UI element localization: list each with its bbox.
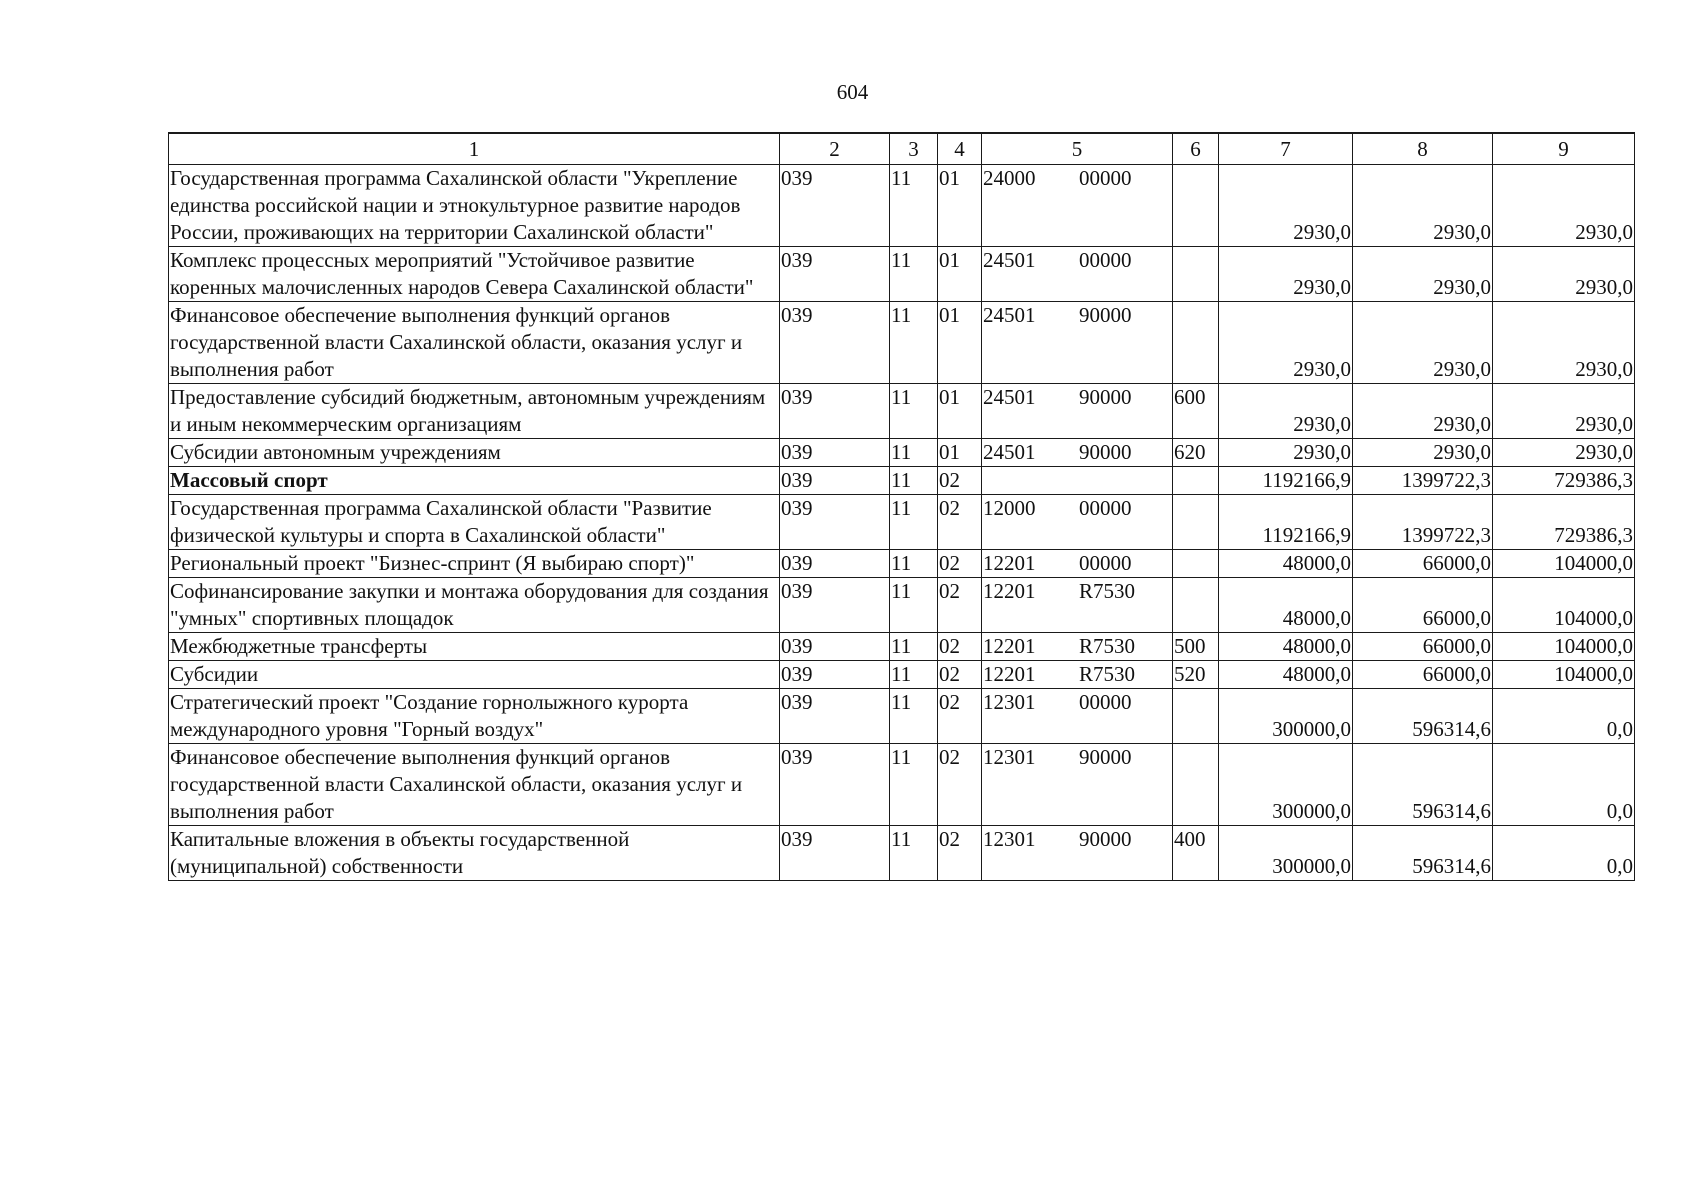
row-amount-col-7: 2930,0 <box>1219 247 1353 302</box>
row-subsection-code: 02 <box>938 826 982 881</box>
row-amount-col-9: 2930,0 <box>1493 302 1635 384</box>
row-expense-type-code: 520 <box>1173 661 1219 689</box>
row-section-code: 11 <box>890 467 938 495</box>
row-amount-col-8: 66000,0 <box>1353 633 1493 661</box>
row-section-code: 11 <box>890 633 938 661</box>
row-expense-type-code <box>1173 467 1219 495</box>
row-subsection-code: 02 <box>938 744 982 826</box>
row-target-article-part-b: 90000 <box>1079 303 1132 327</box>
row-amount-col-9: 0,0 <box>1493 689 1635 744</box>
table-row <box>169 384 1635 439</box>
row-amount-col-7: 48000,0 <box>1219 550 1353 578</box>
row-target-article-part-b: 90000 <box>1079 827 1132 851</box>
row-ved-code: 039 <box>780 744 890 826</box>
row-amount-col-8: 2930,0 <box>1353 165 1493 247</box>
table-row <box>169 578 1635 633</box>
row-ved-code: 039 <box>780 165 890 247</box>
row-subsection-code: 02 <box>938 550 982 578</box>
table-row <box>169 165 1635 247</box>
row-subsection-code: 01 <box>938 247 982 302</box>
row-expense-type-code <box>1173 165 1219 247</box>
row-subsection-code: 02 <box>938 689 982 744</box>
row-target-article-code <box>982 578 1173 633</box>
row-expense-type-code <box>1173 247 1219 302</box>
row-amount-col-8: 2930,0 <box>1353 302 1493 384</box>
row-amount-col-9: 729386,3 <box>1493 495 1635 550</box>
row-target-article-code <box>982 633 1173 661</box>
row-amount-col-9: 2930,0 <box>1493 165 1635 247</box>
row-subsection-code: 02 <box>938 467 982 495</box>
table-row <box>169 633 1635 661</box>
row-target-article-code <box>982 661 1173 689</box>
row-expense-type-code <box>1173 550 1219 578</box>
row-target-article-part-b: 00000 <box>1079 690 1132 714</box>
row-ved-code: 039 <box>780 689 890 744</box>
row-target-article-code <box>982 247 1173 302</box>
row-expense-type-code: 620 <box>1173 439 1219 467</box>
row-target-article-part-a: 12301 <box>983 827 1036 851</box>
row-name: Межбюджетные трансферты <box>169 633 780 661</box>
header-col-4: 4 <box>938 133 982 165</box>
row-section-code: 11 <box>890 550 938 578</box>
row-target-article-part-a: 12201 <box>983 579 1036 603</box>
row-amount-col-9: 104000,0 <box>1493 550 1635 578</box>
row-amount-col-7: 2930,0 <box>1219 302 1353 384</box>
row-section-code: 11 <box>890 826 938 881</box>
row-amount-col-7: 1192166,9 <box>1219 467 1353 495</box>
row-target-article-code <box>982 384 1173 439</box>
row-target-article-part-a: 24501 <box>983 385 1036 409</box>
row-target-article-part-a: 24501 <box>983 440 1036 464</box>
header-col-6: 6 <box>1173 133 1219 165</box>
row-ved-code: 039 <box>780 633 890 661</box>
row-amount-col-9: 0,0 <box>1493 744 1635 826</box>
row-amount-col-9: 2930,0 <box>1493 384 1635 439</box>
table-body <box>169 165 1635 881</box>
row-amount-col-9: 104000,0 <box>1493 633 1635 661</box>
page-number: 604 <box>836 80 869 104</box>
row-target-article-part-b: 00000 <box>1079 496 1132 520</box>
row-amount-col-8: 66000,0 <box>1353 578 1493 633</box>
row-amount-col-8: 2930,0 <box>1353 247 1493 302</box>
row-section-code: 11 <box>890 689 938 744</box>
row-section-code: 11 <box>890 661 938 689</box>
row-target-article-part-a: 12201 <box>983 662 1036 686</box>
row-ved-code: 039 <box>780 467 890 495</box>
row-name: Комплекс процессных мероприятий "Устойчивое развитие коренных малочисленных народов Севера Сахалинской области" <box>169 247 780 302</box>
row-subsection-code: 01 <box>938 302 982 384</box>
row-amount-col-7: 2930,0 <box>1219 439 1353 467</box>
header-col-3: 3 <box>890 133 938 165</box>
row-target-article-part-a: 12000 <box>983 496 1036 520</box>
row-subsection-code: 02 <box>938 495 982 550</box>
row-target-article-part-b: 90000 <box>1079 385 1132 409</box>
row-amount-col-8: 2930,0 <box>1353 384 1493 439</box>
row-ved-code: 039 <box>780 247 890 302</box>
row-section-code: 11 <box>890 495 938 550</box>
row-amount-col-8: 2930,0 <box>1353 439 1493 467</box>
row-target-article-code <box>982 495 1173 550</box>
header-col-5: 5 <box>982 133 1173 165</box>
row-name: Предоставление субсидий бюджетным, автономным учреждениям и иным некоммерческим организациям <box>169 384 780 439</box>
row-target-article-part-b: 90000 <box>1079 745 1132 769</box>
row-amount-col-8: 596314,6 <box>1353 744 1493 826</box>
row-name: Региональный проект "Бизнес-спринт (Я выбираю спорт)" <box>169 550 780 578</box>
budget-table <box>168 132 1635 881</box>
row-target-article-part-a: 24501 <box>983 248 1036 272</box>
row-ved-code: 039 <box>780 302 890 384</box>
row-ved-code: 039 <box>780 384 890 439</box>
row-target-article-code <box>982 302 1173 384</box>
row-target-article-code <box>982 165 1173 247</box>
header-row <box>169 133 1635 165</box>
row-target-article-part-a: 12201 <box>983 634 1036 658</box>
row-amount-col-9: 729386,3 <box>1493 467 1635 495</box>
row-subsection-code: 02 <box>938 661 982 689</box>
row-subsection-code: 01 <box>938 384 982 439</box>
row-expense-type-code <box>1173 578 1219 633</box>
row-target-article-part-b: 00000 <box>1079 551 1132 575</box>
table-row <box>169 467 1635 495</box>
row-target-article-part-b: R7530 <box>1079 662 1136 686</box>
header-col-2: 2 <box>780 133 890 165</box>
row-name: Капитальные вложения в объекты государственной (муниципальной) собственности <box>169 826 780 881</box>
table-row <box>169 247 1635 302</box>
row-name: Финансовое обеспечение выполнения функций органов государственной власти Сахалинской области, оказания услуг и выполнения работ <box>169 744 780 826</box>
row-amount-col-7: 1192166,9 <box>1219 495 1353 550</box>
row-section-code: 11 <box>890 744 938 826</box>
row-target-article-part-a: 24501 <box>983 303 1036 327</box>
row-name: Массовый спорт <box>169 467 780 495</box>
header-col-7: 7 <box>1219 133 1353 165</box>
row-name: Софинансирование закупки и монтажа оборудования для создания "умных" спортивных площадок <box>169 578 780 633</box>
row-ved-code: 039 <box>780 495 890 550</box>
row-expense-type-code: 500 <box>1173 633 1219 661</box>
row-expense-type-code <box>1173 495 1219 550</box>
row-amount-col-7: 48000,0 <box>1219 661 1353 689</box>
row-amount-col-8: 66000,0 <box>1353 550 1493 578</box>
row-name: Финансовое обеспечение выполнения функций органов государственной власти Сахалинской области, оказания услуг и выполнения работ <box>169 302 780 384</box>
row-name: Государственная программа Сахалинской области "Развитие физической культуры и спорта в Сахалинской области" <box>169 495 780 550</box>
row-amount-col-7: 300000,0 <box>1219 689 1353 744</box>
table-row <box>169 826 1635 881</box>
row-target-article-part-a: 24000 <box>983 166 1036 190</box>
row-amount-col-7: 48000,0 <box>1219 633 1353 661</box>
table-row <box>169 550 1635 578</box>
row-amount-col-8: 1399722,3 <box>1353 495 1493 550</box>
row-expense-type-code <box>1173 302 1219 384</box>
row-ved-code: 039 <box>780 661 890 689</box>
table-row <box>169 302 1635 384</box>
row-expense-type-code: 600 <box>1173 384 1219 439</box>
header-col-8: 8 <box>1353 133 1493 165</box>
row-amount-col-8: 596314,6 <box>1353 689 1493 744</box>
row-subsection-code: 02 <box>938 578 982 633</box>
row-amount-col-9: 2930,0 <box>1493 439 1635 467</box>
row-target-article-code <box>982 689 1173 744</box>
row-amount-col-8: 66000,0 <box>1353 661 1493 689</box>
table-row <box>169 495 1635 550</box>
row-target-article-code <box>982 467 1173 495</box>
row-target-article-part-b: 00000 <box>1079 248 1132 272</box>
table-row <box>169 689 1635 744</box>
row-amount-col-9: 104000,0 <box>1493 661 1635 689</box>
table-row <box>169 661 1635 689</box>
row-target-article-code <box>982 550 1173 578</box>
row-expense-type-code <box>1173 689 1219 744</box>
row-target-article-part-b: R7530 <box>1079 579 1136 603</box>
row-expense-type-code: 400 <box>1173 826 1219 881</box>
table-row <box>169 439 1635 467</box>
header-col-1: 1 <box>169 133 780 165</box>
row-section-code: 11 <box>890 384 938 439</box>
row-target-article-part-a: 12301 <box>983 690 1036 714</box>
header-col-9: 9 <box>1493 133 1635 165</box>
row-name: Субсидии <box>169 661 780 689</box>
row-amount-col-7: 300000,0 <box>1219 826 1353 881</box>
row-target-article-code <box>982 744 1173 826</box>
row-target-article-code <box>982 826 1173 881</box>
row-amount-col-9: 0,0 <box>1493 826 1635 881</box>
row-section-code: 11 <box>890 302 938 384</box>
row-ved-code: 039 <box>780 550 890 578</box>
row-amount-col-7: 300000,0 <box>1219 744 1353 826</box>
row-amount-col-7: 2930,0 <box>1219 384 1353 439</box>
row-amount-col-9: 104000,0 <box>1493 578 1635 633</box>
row-amount-col-8: 596314,6 <box>1353 826 1493 881</box>
row-section-code: 11 <box>890 578 938 633</box>
row-section-code: 11 <box>890 439 938 467</box>
row-subsection-code: 01 <box>938 165 982 247</box>
row-amount-col-8: 1399722,3 <box>1353 467 1493 495</box>
row-section-code: 11 <box>890 247 938 302</box>
row-subsection-code: 01 <box>938 439 982 467</box>
row-ved-code: 039 <box>780 439 890 467</box>
row-amount-col-7: 48000,0 <box>1219 578 1353 633</box>
row-name: Стратегический проект "Создание горнолыжного курорта международного уровня "Горный воздух" <box>169 689 780 744</box>
row-amount-col-7: 2930,0 <box>1219 165 1353 247</box>
row-name: Субсидии автономным учреждениям <box>169 439 780 467</box>
row-target-article-code <box>982 439 1173 467</box>
table-row <box>169 744 1635 826</box>
row-ved-code: 039 <box>780 578 890 633</box>
row-ved-code: 039 <box>780 826 890 881</box>
row-target-article-part-b: 00000 <box>1079 166 1132 190</box>
row-target-article-part-a: 12201 <box>983 551 1036 575</box>
row-section-code: 11 <box>890 165 938 247</box>
row-expense-type-code <box>1173 744 1219 826</box>
row-amount-col-9: 2930,0 <box>1493 247 1635 302</box>
row-target-article-part-b: 90000 <box>1079 440 1132 464</box>
row-target-article-part-b: R7530 <box>1079 634 1136 658</box>
row-name: Государственная программа Сахалинской области "Укрепление единства российской нации и этнокультурное развитие народов России, проживающих на территории Сахалинской области" <box>169 165 780 247</box>
row-target-article-part-a: 12301 <box>983 745 1036 769</box>
row-subsection-code: 02 <box>938 633 982 661</box>
